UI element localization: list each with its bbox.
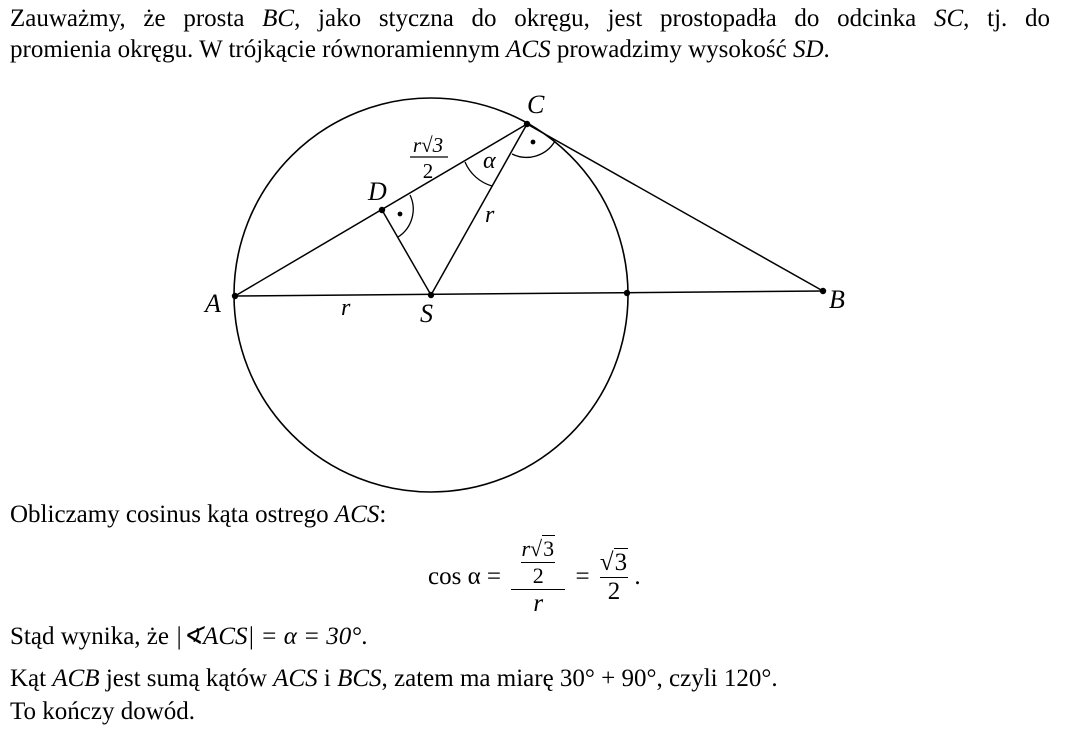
point-circle-intersection: [624, 290, 630, 296]
formula-result-fraction: [600, 549, 628, 606]
text-run: :: [379, 501, 387, 528]
label-acs: ACS: [334, 501, 380, 528]
text-run: i: [317, 665, 338, 692]
label-a: A: [205, 289, 221, 318]
paragraph-2: [10, 500, 386, 530]
point-c: [524, 121, 530, 127]
label-acs: ACS: [273, 665, 318, 692]
segment-sd: [382, 210, 431, 295]
right-angle-c-dot: [531, 140, 536, 145]
point-d: [379, 207, 385, 213]
label-d: D: [368, 177, 387, 206]
text-run: prowadzimy wysokość: [550, 36, 793, 63]
formula-inner-fraction: [521, 536, 555, 589]
angle-result: 120°: [723, 665, 772, 692]
label-bc: BC: [262, 5, 295, 32]
formula-result-radicand: 3: [614, 548, 628, 576]
label-r-sc: r: [485, 202, 495, 228]
text-run: .: [361, 623, 368, 650]
formula-main-denominator: r: [533, 590, 544, 617]
label-acs: ACS: [506, 36, 551, 63]
formula-equals: =: [575, 563, 590, 590]
text-run: , jako styczna do okręgu, jest prostopadła do odcinka: [294, 5, 934, 32]
text-run: , tj. do: [963, 5, 1050, 32]
label-c: C: [527, 90, 545, 119]
cosine-formula: [428, 536, 641, 618]
label-segment-numerator: r√3: [412, 133, 444, 157]
label-bcs: BCS: [337, 665, 382, 692]
segment-sc: [431, 124, 527, 295]
formula-r: r: [521, 536, 531, 561]
formula-inner-denominator: 2: [532, 563, 544, 588]
segment-ab: [235, 291, 823, 296]
formula-result-sqrt: √3: [599, 548, 628, 576]
label-acb: ACB: [52, 665, 100, 692]
segment-cb: [527, 124, 823, 291]
point-s: [428, 292, 434, 298]
formula-sqrt: √3: [530, 536, 555, 561]
angle-acs-equation: |∢ACS| = α = 30°: [175, 623, 362, 650]
text-run: Zauważmy, że prosta: [10, 5, 263, 32]
point-a: [232, 293, 238, 299]
label-sd: SD: [792, 36, 824, 63]
text-run: , czyli: [656, 665, 724, 692]
formula-sqrt-radicand: 3: [543, 536, 555, 561]
paragraph-3: [10, 622, 367, 652]
text-run: Stąd wynika, że: [10, 623, 176, 650]
formula-compound-fraction: [511, 536, 565, 618]
text-run: , zatem ma miarę: [381, 665, 560, 692]
paragraph-5: To kończy dowód.: [10, 698, 196, 725]
text-run: Obliczamy cosinus kąta ostrego: [10, 501, 335, 528]
paragraph-4: [10, 664, 778, 694]
label-segment-denominator: 2: [422, 159, 434, 183]
text-run: .: [771, 665, 778, 692]
formula-inner-numerator: [521, 536, 555, 562]
text-run: jest sumą kątów: [99, 665, 274, 692]
text-run: .: [823, 36, 830, 63]
label-alpha: α: [483, 148, 496, 174]
formula-result-denominator: 2: [607, 577, 621, 605]
label-sc: SC: [933, 5, 964, 32]
label-b: B: [829, 285, 845, 314]
right-angle-d-dot: [398, 212, 403, 217]
label-r-as: r: [341, 295, 351, 321]
label-s: S: [420, 299, 433, 328]
text-run: promienia okręgu. W trójkącie równoramiennym: [10, 36, 507, 63]
formula-lhs: cos α =: [428, 563, 502, 590]
angle-sum-expression: 30° + 90°: [559, 665, 657, 692]
point-b: [820, 288, 826, 294]
formula-period: .: [634, 563, 641, 590]
text-run: Kąt: [10, 665, 53, 692]
